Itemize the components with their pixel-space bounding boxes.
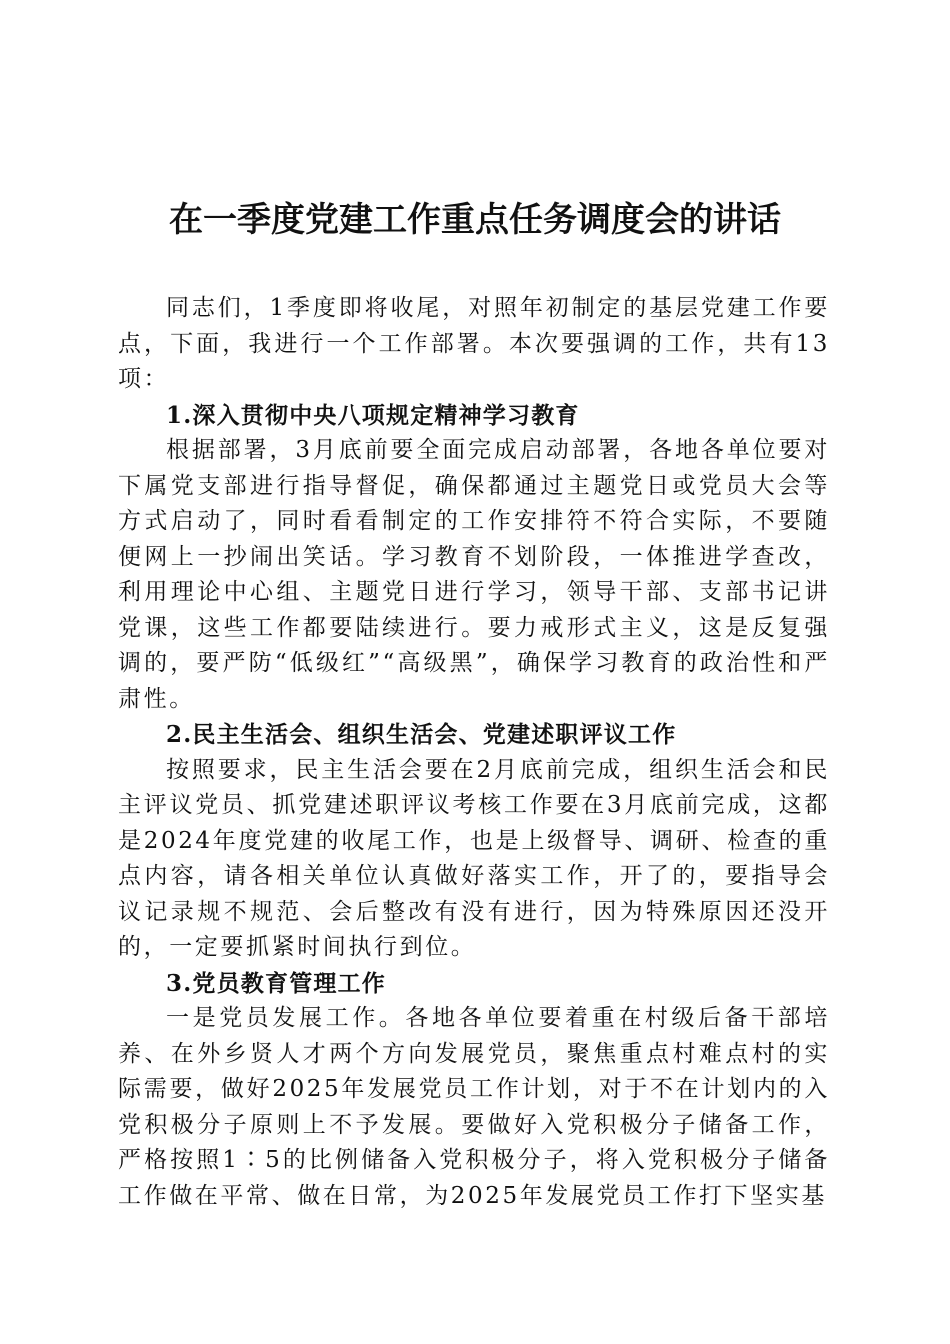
section-paragraph-2: 按照要求，民主生活会要在2月底前完成，组织生活会和民主评议党员、抓党建述职评议考核工作要在3月底前完成，这都是2024年度党建的收尾工作，也是上级督导、调研、检查的重点内容，请各相关单位认真做好落实工作，开了的，要指导会议记录规不规范、会后整改有没有进行，因为特殊原因还没开的，一定要抓紧时间执行到位。 <box>118 756 830 960</box>
intro-paragraph: 同志们，1季度即将收尾，对照年初制定的基层党建工作要点，下面，我进行一个工作部署。本次要强调的工作，共有13项： <box>118 295 830 392</box>
section-heading-1: 1.深入贯彻中央八项规定精神学习教育 <box>166 401 580 429</box>
document-body <box>118 291 830 1214</box>
section-heading-3: 3.党员教育管理工作 <box>166 969 387 997</box>
section-heading-2: 2.民主生活会、组织生活会、党建述职评议工作 <box>166 721 677 748</box>
document-title: 在一季度党建工作重点任务调度会的讲话 <box>169 200 781 240</box>
section-paragraph-1: 根据部署，3月底前要全面完成启动部署，各地各单位要对下属党支部进行指导督促，确保都通过主题党日或党员大会等方式启动了，同时看看制定的工作安排符不符合实际，不要随便网上一抄闹出笑话。学习教育不划阶段，一体推进学查改，利用理论中心组、主题党日进行学习，领导干部、支部书记讲党课，这些工作都要陆续进行。要力戒形式主义，这是反复强调的，要严防“低级红”“高级黑”，确保学习教育的政治性和严肃性。 <box>118 437 830 712</box>
section-paragraph-3: 一是党员发展工作。各地各单位要着重在村级后备干部培养、在外乡贤人才两个方向发展党员，聚焦重点村难点村的实际需要，做好2025年发展党员工作计划，对于不在计划内的入党积极分子原则上不予发展。要做好入党积极分子储备工作，严格按照1∶5的比例储备入党积极分子，将入党积极分子储备工作做在平常、做在日常，为2025年发展党员工作打下坚实基 <box>118 1005 830 1209</box>
